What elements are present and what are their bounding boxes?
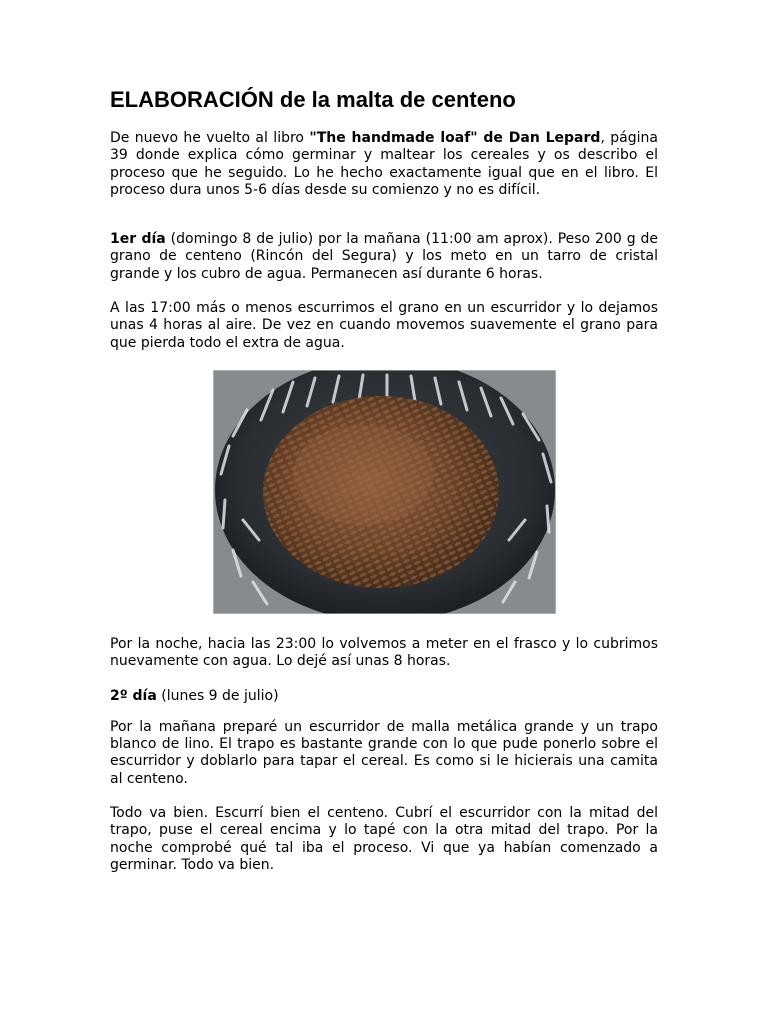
day1-text: (domingo 8 de julio) por la mañana (11:00 am aprox). Peso 200 g de grano de centeno (Rincón del Segura) y los meto en un tarro de cristal grande y los cubro de agua. Permanecen así durante 6 horas. [110, 231, 658, 282]
day2-text: (lunes 9 de julio) [156, 687, 279, 704]
intro-text-start: De nuevo he vuelto al libro [110, 130, 310, 146]
afternoon-paragraph: A las 17:00 más o menos escurrimos el grano en un escurridor y lo dejamos unas 4 horas al aire. De vez en cuando movemos suavemente el grano para que pierda todo el extra de agua. [110, 300, 658, 351]
article-body [110, 86, 658, 874]
intro-paragraph [110, 130, 658, 199]
day2-label: 2º día [110, 687, 157, 704]
book-reference: "The handmade loaf" de Dan Lepard [309, 130, 601, 146]
morning2-paragraph: Por la mañana preparé un escurridor de malla metálica grande y un trapo blanco de lino. El trapo es bastante grande con lo que pude ponerlo sobre el escurridor y doblarlo para tapar el cereal. Es como si le hicierais una camita al centeno. [110, 718, 658, 787]
allgood-paragraph: Todo va bien. Escurrí bien el centeno. Cubrí el escurridor con la mitad del trapo, puse el cereal encima y lo tapé con la otra mitad del trapo. Por la noche comprobé qué tal iba el proceso. Vi que ya habían comenzado a germinar. Todo va bien. [110, 805, 658, 873]
day2-paragraph [110, 688, 658, 705]
day1-label: 1er día [110, 231, 166, 248]
day1-paragraph [110, 231, 658, 283]
photo-container [110, 370, 658, 614]
intro-text-end: , página 39 donde explica cómo germinar y maltear los cereales y os describo el proceso que he seguido. Lo he hecho exactamente igual que en el libro. El proceso dura unos 5-6 días desde su comienzo y no es difícil. [110, 130, 658, 198]
page-title: ELABORACIÓN de la malta de centeno [110, 87, 516, 112]
rye-grain-colander-photo [213, 370, 556, 614]
night-paragraph: Por la noche, hacia las 23:00 lo volvemos a meter en el frasco y lo cubrimos nuevamente con agua. Lo dejé así unas 8 horas. [110, 635, 658, 670]
